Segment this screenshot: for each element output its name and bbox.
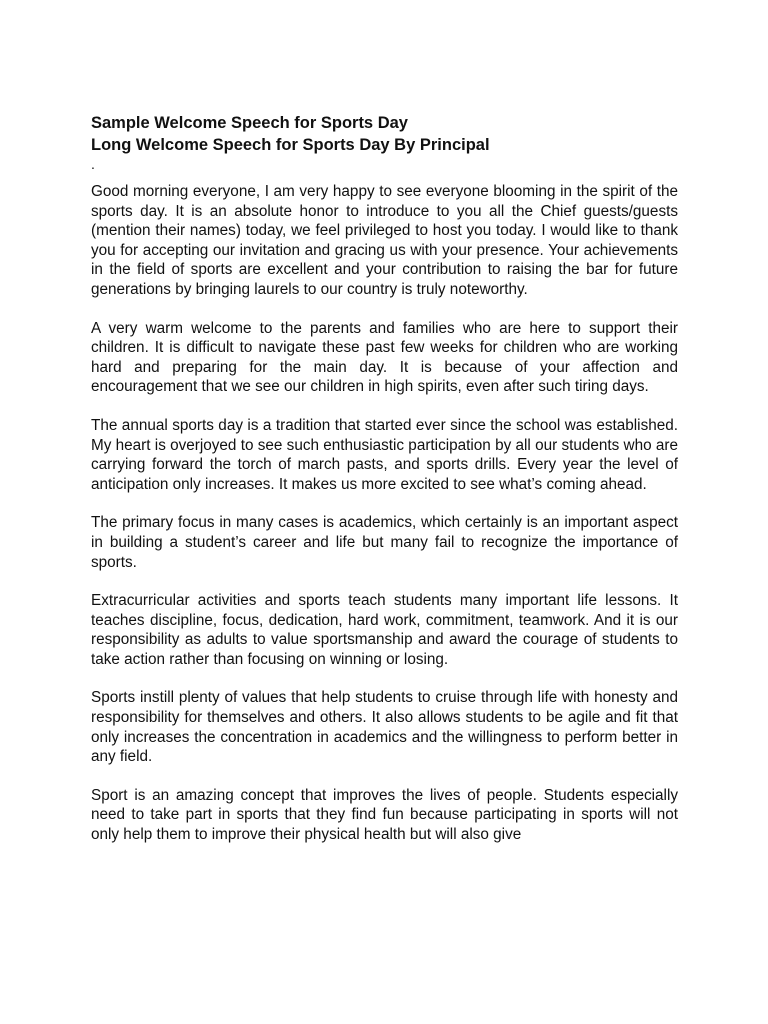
paragraph-welcome-guests: Good morning everyone, I am very happy to see everyone blooming in the spirit of the sports day. It is an absolute honor to introduce to you all the Chief guests/guests (mention their names) today, we feel privileged to host you today. I would like to thank you for accepting our invitation and gracing us with your presence. Your achievements in the field of sports are excellent and your contribution to raising the bar for future generations by bringing laurels to our country is truly noteworthy. xyxy=(91,183,678,298)
paragraph-extracurricular: Extracurricular activities and sports teach students many important life lessons. It teaches discipline, focus, dedication, hard work, commitment, teamwork. And it is our responsibility as adults to value sportsmanship and award the courage of students to take action rather than focusing on winning or losing. xyxy=(91,592,678,668)
paragraph-values: Sports instill plenty of values that help students to cruise through life with honesty and responsibility for themselves and others. It also allows students to be agile and fit that only increases the concentration in academics and the willingness to perform better in any field. xyxy=(91,689,678,766)
separator-dot: . xyxy=(91,156,95,172)
document-title: Sample Welcome Speech for Sports Day xyxy=(91,114,408,132)
paragraph-tradition: The annual sports day is a tradition that started ever since the school was established. My heart is overjoyed to see such enthusiastic participation by all our students who are carrying forward the torch of march pasts, and sports drills. Every year the level of anticipation only increases. It makes us more excited to see what’s coming ahead. xyxy=(91,416,678,493)
document-page xyxy=(91,112,678,864)
paragraph-welcome-parents: A very warm welcome to the parents and families who are here to support their children. It is difficult to navigate these past few weeks for children who are working hard and preparing for the main day. It is because of your affection and encouragement that we see our children in high spirits, even after such tiring days. xyxy=(91,319,678,396)
paragraph-academics-focus: The primary focus in many cases is academics, which certainly is an important aspect in building a student’s career and life but many fail to recognize the importance of sports. xyxy=(91,514,678,571)
paragraph-sport-concept: Sport is an amazing concept that improves the lives of people. Students especially need to take part in sports that they find fun because participating in sports will not only help them to improve their physical health but will also give xyxy=(91,786,678,844)
document-subtitle: Long Welcome Speech for Sports Day By Principal xyxy=(91,136,490,154)
